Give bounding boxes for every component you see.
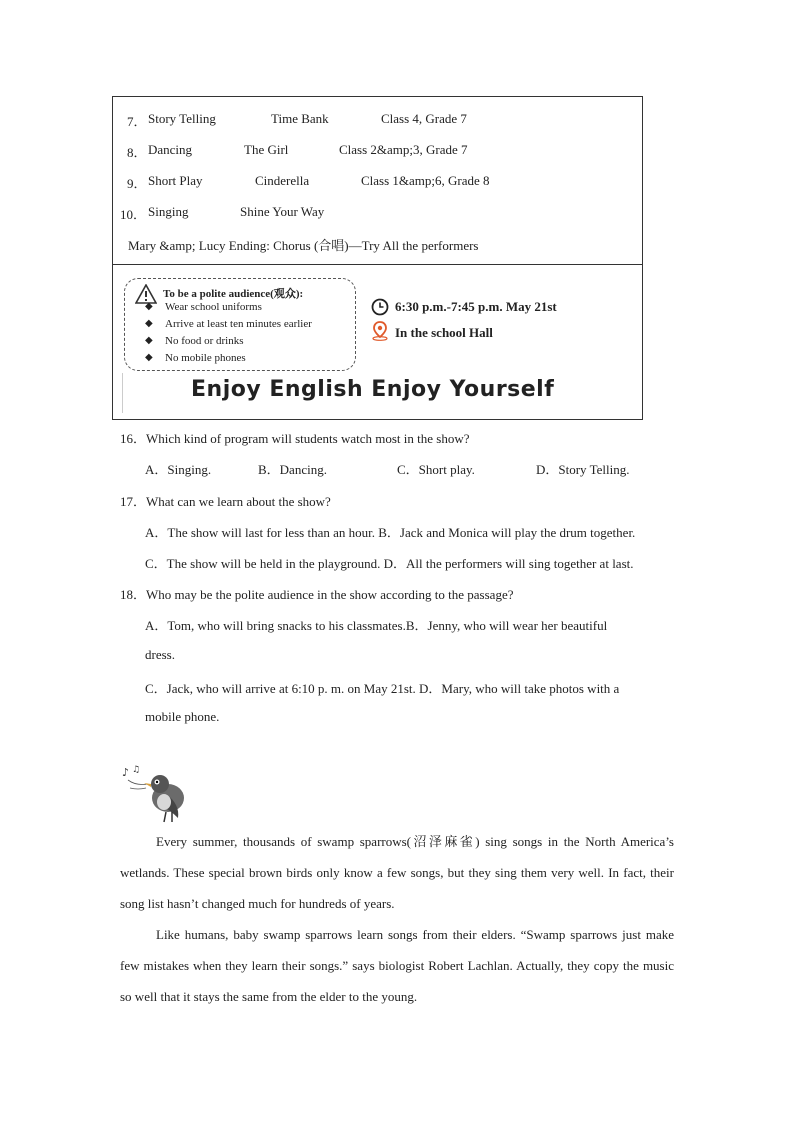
- question-stem: 18．Who may be the polite audience in the show according to the passage?: [120, 587, 514, 602]
- singing-bird-illustration: [122, 764, 192, 824]
- program-class: Class 1&amp;6, Grade 8: [361, 173, 490, 188]
- audience-notice: [124, 278, 356, 371]
- event-place: In the school Hall: [395, 325, 493, 340]
- program-class: Class 4, Grade 7: [381, 111, 467, 126]
- option: C．Short play.: [397, 462, 475, 477]
- option: C．The show will be held in the playground. D．All the performers will sing together at last.: [145, 556, 634, 571]
- program-num: 10．: [120, 207, 147, 222]
- notice-title: To be a polite audience(观众):: [163, 288, 304, 300]
- program-class: Class 2&amp;3, Grade 7: [339, 142, 468, 157]
- svg-text:♫: ♫: [132, 765, 141, 775]
- option: A．Singing.: [145, 462, 212, 477]
- program-num: 7．: [127, 114, 147, 129]
- passage-paragraph: Every summer, thousands of swamp sparrows(沼泽麻雀) sing songs in the North America’s wetlands. These special brown birds only know a few songs, but they sing them very well. In fact, their song list hasn’t changed much for hundreds of years.: [120, 834, 674, 911]
- option: A．The show will last for less than an hour. B．Jack and Monica will play the drum together.: [145, 525, 636, 540]
- program-poster: [112, 96, 643, 420]
- notice-rule: ◆ No food or drinks: [165, 335, 244, 347]
- option: D．Story Telling.: [536, 462, 630, 477]
- program-type: Dancing: [148, 142, 193, 157]
- event-time: 6:30 p.m.-7:45 p.m. May 21st: [395, 299, 557, 314]
- program-title: Cinderella: [255, 173, 310, 188]
- program-title: The Girl: [244, 142, 289, 157]
- option: B．Dancing.: [258, 462, 327, 477]
- passage-paragraph: Like humans, baby swamp sparrows learn songs from their elders. “Swamp sparrows just make few mistakes when they learn their songs.” says biologist Robert Lachlan. Actually, they copy the music so well that it stays the same from the elder to the young.: [120, 927, 674, 1004]
- program-type: Story Telling: [148, 111, 216, 126]
- option-continued: dress.: [145, 647, 175, 662]
- question-stem: 16．Which kind of program will students watch most in the show?: [120, 431, 470, 446]
- divider: [113, 264, 642, 265]
- program-num: 9．: [127, 176, 147, 191]
- option: C．Jack, who will arrive at 6:10 p. m. on May 21st. D．Mary, who will take photos with a: [145, 681, 620, 696]
- clock-icon: [371, 298, 389, 316]
- option: A．Tom, who will bring snacks to his classmates.B．Jenny, who will wear her beautiful: [145, 618, 608, 633]
- location-pin-icon: [371, 321, 389, 341]
- slogan: Enjoy English Enjoy Yourself: [191, 377, 555, 402]
- program-num: 8．: [127, 145, 147, 160]
- program-type: Short Play: [148, 173, 203, 188]
- notice-rule: ◆ Wear school uniforms: [165, 301, 262, 313]
- question-stem: 17．What can we learn about the show?: [120, 494, 331, 509]
- program-ending-line: Mary &amp; Lucy Ending: Chorus (合唱)—Try All the performers: [128, 238, 479, 253]
- notice-rule: ◆ Arrive at least ten minutes earlier: [165, 318, 312, 330]
- program-title: Shine Your Way: [240, 204, 325, 219]
- program-type: Singing: [148, 204, 189, 219]
- notice-rule: ◆ No mobile phones: [165, 352, 246, 364]
- program-title: Time Bank: [271, 111, 329, 126]
- svg-text:♪: ♪: [122, 766, 130, 779]
- option-continued: mobile phone.: [145, 709, 220, 724]
